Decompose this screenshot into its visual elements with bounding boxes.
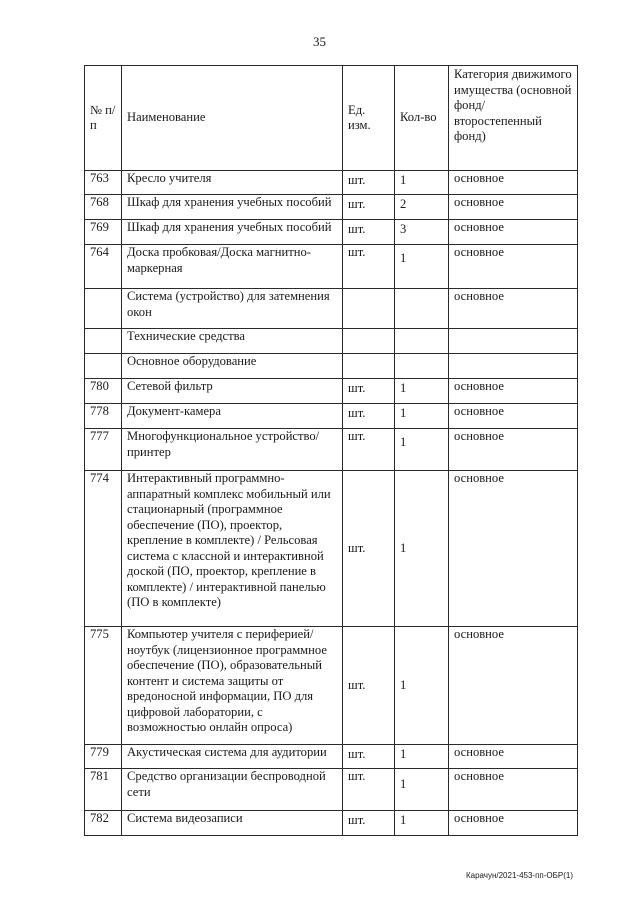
row-name: Интерактивный программно-аппаратный комплекс мобильный или стационарный (программное обеспечение (ПО), проектор, крепление в комплекте) / Рельсовая система с классной и интерактивной доской (ПО, проектор, крепление в комплекте) / интерактивной панелью (ПО в комплекте) bbox=[122, 471, 343, 627]
row-num: 781 bbox=[85, 769, 122, 811]
table-row bbox=[85, 811, 578, 836]
row-category: основное bbox=[449, 379, 578, 404]
row-unit bbox=[343, 329, 395, 354]
row-num bbox=[85, 289, 122, 329]
row-qty: 1 bbox=[395, 171, 449, 195]
table-row bbox=[85, 245, 578, 289]
header-category: Категория движимого имущества (основной фонд/ второстепенный фонд) bbox=[449, 66, 578, 171]
row-unit: шт. bbox=[343, 171, 395, 195]
table-row bbox=[85, 379, 578, 404]
table-row bbox=[85, 627, 578, 745]
row-name: Средство организации беспроводной сети bbox=[122, 769, 343, 811]
row-num bbox=[85, 354, 122, 379]
row-category: основное bbox=[449, 220, 578, 245]
header-num: № п/п bbox=[85, 66, 122, 171]
table-row bbox=[85, 289, 578, 329]
row-name: Кресло учителя bbox=[122, 171, 343, 195]
row-num: 779 bbox=[85, 745, 122, 769]
document-footer-code: Карачун/2021-453-пп-ОБР(1) bbox=[465, 871, 573, 880]
row-num bbox=[85, 329, 122, 354]
header-unit: Ед. изм. bbox=[343, 66, 395, 171]
row-category bbox=[449, 354, 578, 379]
row-qty: 1 bbox=[395, 627, 449, 745]
row-num: 768 bbox=[85, 195, 122, 220]
row-name: Шкаф для хранения учебных пособий bbox=[122, 220, 343, 245]
row-qty: 1 bbox=[395, 404, 449, 429]
row-category: основное bbox=[449, 429, 578, 471]
row-category: основное bbox=[449, 769, 578, 811]
row-unit bbox=[343, 354, 395, 379]
row-name: Шкаф для хранения учебных пособий bbox=[122, 195, 343, 220]
table-row bbox=[85, 171, 578, 195]
row-num: 774 bbox=[85, 471, 122, 627]
row-name: Акустическая система для аудитории bbox=[122, 745, 343, 769]
row-qty bbox=[395, 329, 449, 354]
page-number: 35 bbox=[313, 34, 326, 49]
row-qty: 1 bbox=[395, 429, 449, 471]
row-unit: шт. bbox=[343, 471, 395, 627]
header-name: Наименование bbox=[122, 66, 343, 171]
table-row bbox=[85, 404, 578, 429]
row-qty: 2 bbox=[395, 195, 449, 220]
row-name: Компьютер учителя с периферией/ноутбук (лицензионное программное обеспечение (ПО), образовательный контент и система защиты от вредоносной информации, ПО для цифровой лаборатории, с возможностью онлайн опроса) bbox=[122, 627, 343, 745]
row-unit: шт. bbox=[343, 379, 395, 404]
row-unit: шт. bbox=[343, 811, 395, 836]
row-num: 777 bbox=[85, 429, 122, 471]
row-qty: 3 bbox=[395, 220, 449, 245]
row-category: основное bbox=[449, 289, 578, 329]
row-category: основное bbox=[449, 195, 578, 220]
row-category: основное bbox=[449, 627, 578, 745]
header-qty: Кол-во bbox=[395, 66, 449, 171]
row-unit: шт. bbox=[343, 745, 395, 769]
row-name: Многофункциональное устройство/принтер bbox=[122, 429, 343, 471]
row-unit: шт. bbox=[343, 627, 395, 745]
table-row bbox=[85, 220, 578, 245]
row-num: 769 bbox=[85, 220, 122, 245]
row-num: 780 bbox=[85, 379, 122, 404]
section-title-main: Основное оборудование bbox=[122, 354, 343, 379]
table-row bbox=[85, 769, 578, 811]
row-name: Документ-камера bbox=[122, 404, 343, 429]
section-title-tech: Технические средства bbox=[122, 329, 343, 354]
row-qty bbox=[395, 289, 449, 329]
row-category bbox=[449, 329, 578, 354]
row-unit: шт. bbox=[343, 769, 395, 811]
table-row bbox=[85, 429, 578, 471]
table-row bbox=[85, 745, 578, 769]
row-num: 763 bbox=[85, 171, 122, 195]
table-row bbox=[85, 195, 578, 220]
row-unit bbox=[343, 289, 395, 329]
row-unit: шт. bbox=[343, 404, 395, 429]
row-unit: шт. bbox=[343, 245, 395, 289]
row-unit: шт. bbox=[343, 195, 395, 220]
row-category: основное bbox=[449, 745, 578, 769]
row-category: основное bbox=[449, 171, 578, 195]
row-name: Система видеозаписи bbox=[122, 811, 343, 836]
row-qty: 1 bbox=[395, 379, 449, 404]
row-unit: шт. bbox=[343, 429, 395, 471]
row-num: 764 bbox=[85, 245, 122, 289]
section-row bbox=[85, 329, 578, 354]
row-unit: шт. bbox=[343, 220, 395, 245]
row-qty: 1 bbox=[395, 245, 449, 289]
row-name: Сетевой фильтр bbox=[122, 379, 343, 404]
row-name: Система (устройство) для затемнения окон bbox=[122, 289, 343, 329]
row-category: основное bbox=[449, 245, 578, 289]
row-num: 778 bbox=[85, 404, 122, 429]
row-category: основное bbox=[449, 404, 578, 429]
row-num: 782 bbox=[85, 811, 122, 836]
row-num: 775 bbox=[85, 627, 122, 745]
row-qty: 1 bbox=[395, 769, 449, 811]
row-category: основное bbox=[449, 471, 578, 627]
row-qty: 1 bbox=[395, 471, 449, 627]
inventory-table bbox=[84, 65, 578, 836]
row-name: Доска пробковая/Доска магнитно-маркерная bbox=[122, 245, 343, 289]
row-category: основное bbox=[449, 811, 578, 836]
row-qty: 1 bbox=[395, 745, 449, 769]
section-row bbox=[85, 354, 578, 379]
row-qty bbox=[395, 354, 449, 379]
table-header-row bbox=[85, 66, 578, 171]
row-qty: 1 bbox=[395, 811, 449, 836]
table-row bbox=[85, 471, 578, 627]
